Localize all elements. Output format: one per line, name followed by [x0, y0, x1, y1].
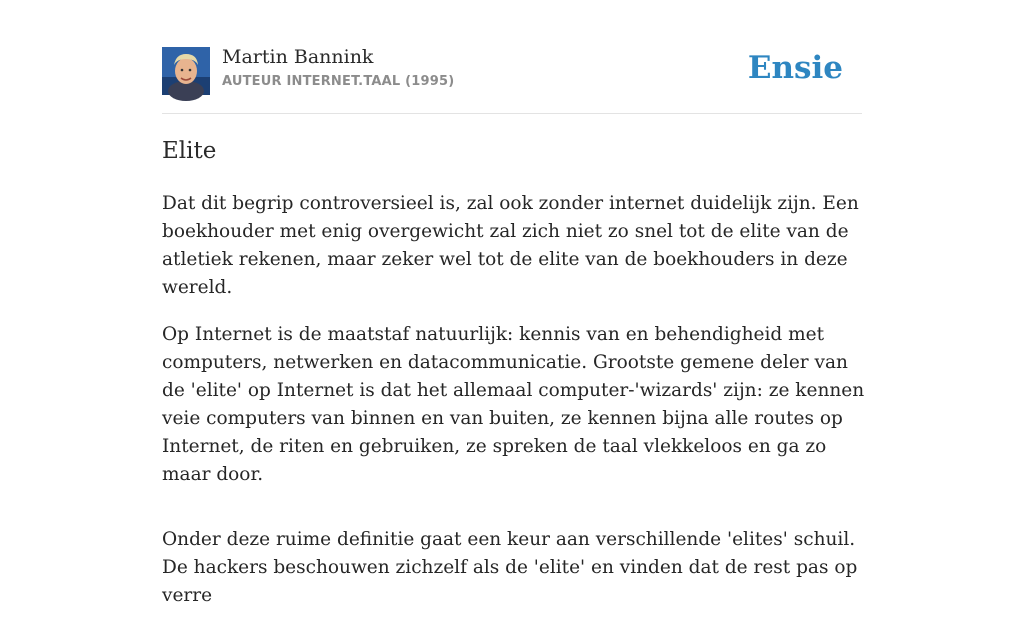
- author-header: [162, 0, 862, 114]
- author-portrait-icon: [162, 47, 210, 95]
- entry-paragraph-2: Op Internet is de maatstaf natuurlijk: kennis van en behendigheid met computers, netwerken en datacommunicatie. Grootste gemene deler van de 'elite' op Internet is dat het allemaal computer-'wizards' zijn: ze kennen veie computers van binnen en van buiten, ze kennen bijna alle routes op Internet, de riten en gebruiken, ze spreken de taal vlekkeloos en ga zo maar door.: [162, 324, 865, 485]
- author-role: AUTEUR INTERNET.TAAL (1995): [222, 74, 455, 89]
- entry-body: [162, 190, 868, 629]
- ensie-logo[interactable]: Ensie: [747, 50, 843, 86]
- author-name[interactable]: Martin Bannink: [222, 46, 374, 68]
- entry-paragraph-3: Onder deze ruime definitie gaat een keur aan verschillende 'elites' schuil. De hackers beschouwen zichzelf als de 'elite' en vinden dat de rest pas op verre: [162, 529, 858, 606]
- entry-paragraph-1: Dat dit begrip controversieel is, zal ook zonder internet duidelijk zijn. Een boekhouder met enig overgewicht zal zich niet zo snel tot de elite van de atletiek rekenen, maar zeker wel tot de elite van de boekhouders in deze wereld.: [162, 193, 859, 298]
- page: [162, 0, 865, 606]
- entry-title: Elite: [162, 138, 217, 164]
- author-avatar[interactable]: [162, 47, 210, 95]
